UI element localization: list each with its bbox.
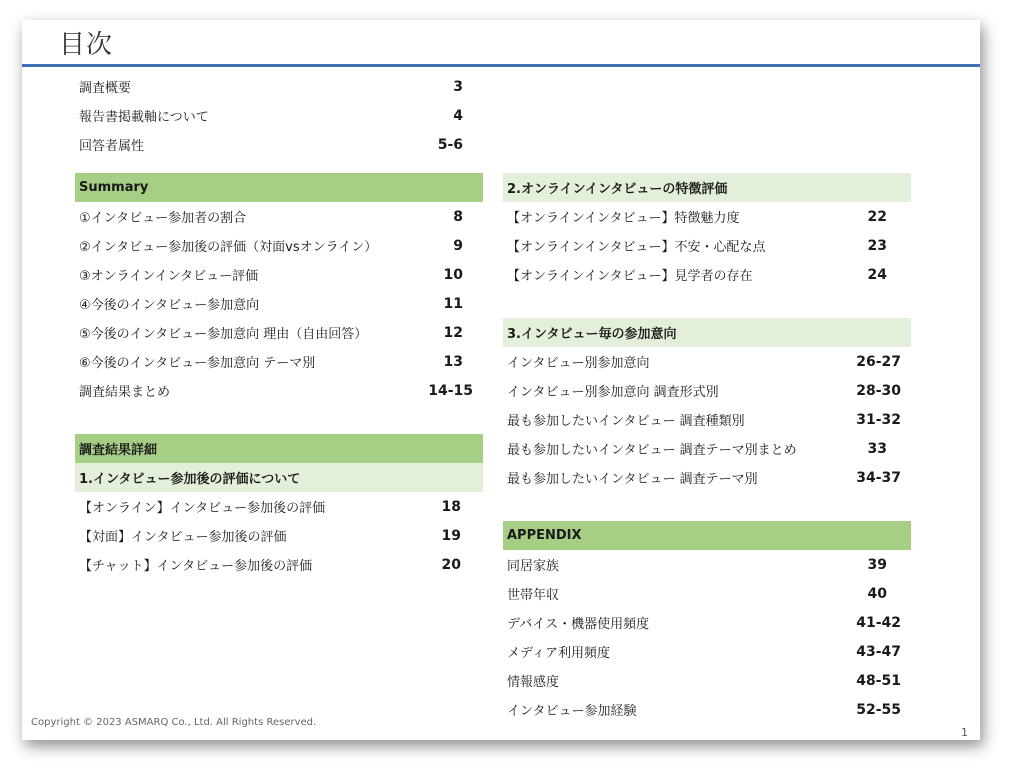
toc-page: 39	[867, 556, 887, 573]
toc-page: 43-47	[856, 643, 901, 660]
toc-page: 26-27	[856, 353, 901, 370]
toc-label: ①インタビュー参加者の割合	[79, 211, 247, 226]
toc-page: 31-32	[856, 411, 901, 428]
toc-page: 9	[453, 237, 463, 254]
toc-row[interactable]	[503, 202, 887, 231]
toc-row[interactable]	[75, 202, 463, 231]
toc-row[interactable]	[503, 405, 901, 434]
toc-row[interactable]	[503, 376, 901, 405]
toc-page: 41-42	[856, 614, 901, 631]
toc-row[interactable]	[75, 318, 463, 347]
toc-row[interactable]	[503, 608, 901, 637]
toc-label: 最も参加したいインタビュー 調査種類別	[507, 414, 745, 429]
toc-label: メディア利用頻度	[507, 646, 610, 661]
toc-page: 14-15	[428, 382, 473, 399]
toc-page: 24	[867, 266, 887, 283]
toc-label: インタビュー別参加意向	[507, 356, 650, 371]
toc-row[interactable]	[75, 101, 463, 130]
toc-label: インタビュー参加経験	[507, 704, 637, 719]
toc-label: 【オンラインインタビュー】見学者の存在	[507, 269, 753, 284]
toc-row[interactable]	[503, 695, 901, 724]
toc-row[interactable]	[75, 376, 473, 405]
toc-row[interactable]	[75, 260, 463, 289]
toc-row[interactable]	[75, 289, 463, 318]
toc-label: ③オンラインインタビュー評価	[79, 269, 259, 284]
toc-label: 調査結果まとめ	[79, 385, 171, 400]
toc-row[interactable]	[75, 492, 461, 521]
toc-page: 8	[453, 208, 463, 225]
toc-page: 5-6	[437, 136, 463, 153]
toc-row[interactable]	[503, 347, 901, 376]
toc-row[interactable]	[503, 637, 901, 666]
toc-label: ④今後のインタビュー参加意向	[79, 298, 260, 313]
section-header-appendix: APPENDIX	[503, 521, 911, 550]
toc-label: 【オンラインインタビュー】特徴魅力度	[507, 211, 740, 226]
toc-label: 回答者属性	[79, 139, 145, 154]
toc-row[interactable]	[503, 260, 887, 289]
toc-row[interactable]	[503, 231, 887, 260]
toc-row[interactable]	[75, 550, 461, 579]
copyright-text: Copyright © 2023 ASMARQ Co., Ltd. All Rights Reserved.	[31, 717, 317, 728]
slide-page-number: 1	[961, 726, 968, 739]
toc-page: 4	[453, 107, 463, 124]
toc-page: 48-51	[856, 672, 901, 689]
toc-page: 23	[867, 237, 887, 254]
toc-page: 22	[867, 208, 887, 225]
toc-page: 19	[441, 527, 461, 544]
section-header-section2: 2.オンラインインタビューの特徴評価	[503, 173, 911, 202]
page-title: 目次	[59, 30, 114, 60]
toc-label: ②インタビュー参加後の評価（対面vsオンライン）	[79, 240, 378, 255]
toc-row[interactable]	[503, 550, 887, 579]
toc-page: 52-55	[856, 701, 901, 718]
slide	[22, 20, 980, 740]
toc-label: 【オンライン】インタビュー参加後の評価	[79, 501, 326, 516]
toc-label: インタビュー別参加意向 調査形式別	[507, 385, 719, 400]
toc-page: 13	[443, 353, 463, 370]
toc-page: 40	[867, 585, 887, 602]
toc-label: 最も参加したいインタビュー 調査テーマ別	[507, 472, 758, 487]
toc-page: 28-30	[856, 382, 901, 399]
toc-label: 【チャット】インタビュー参加後の評価	[79, 559, 313, 574]
toc-page: 3	[453, 78, 463, 95]
toc-row[interactable]	[503, 463, 901, 492]
toc-page: 34-37	[856, 469, 901, 486]
toc-row[interactable]	[75, 130, 463, 159]
toc-page: 20	[441, 556, 461, 573]
toc-page: 10	[443, 266, 463, 283]
toc-page: 11	[443, 295, 463, 312]
toc-label: 【対面】インタビュー参加後の評価	[79, 530, 287, 545]
section-header-summary: Summary	[75, 173, 483, 202]
toc-label: 最も参加したいインタビュー 調査テーマ別まとめ	[507, 443, 797, 458]
toc-row[interactable]	[503, 579, 887, 608]
toc-row[interactable]	[503, 434, 887, 463]
toc-row[interactable]	[75, 347, 463, 376]
toc-page: 18	[441, 498, 461, 515]
toc-row[interactable]	[75, 231, 463, 260]
toc-row[interactable]	[503, 666, 901, 695]
toc-label: ⑥今後のインタビュー参加意向 テーマ別	[79, 356, 316, 371]
toc-label: 世帯年収	[507, 588, 560, 603]
toc-label: 情報感度	[507, 675, 560, 690]
toc-label: 同居家族	[507, 559, 560, 574]
toc-page: 33	[867, 440, 887, 457]
toc-page: 12	[443, 324, 463, 341]
toc-row[interactable]	[75, 72, 463, 101]
subsection-header: 1.インタビュー参加後の評価について	[75, 463, 483, 492]
toc-label: 【オンラインインタビュー】不安・心配な点	[507, 240, 766, 255]
section-header-details: 調査結果詳細	[75, 434, 483, 463]
toc-label: ⑤今後のインタビュー参加意向 理由（自由回答）	[79, 327, 368, 342]
toc-row[interactable]	[75, 521, 461, 550]
section-header-section3: 3.インタビュー毎の参加意向	[503, 318, 911, 347]
title-divider	[22, 64, 980, 67]
toc-label: 調査概要	[79, 81, 132, 96]
toc-label: デバイス・機器使用頻度	[507, 617, 650, 632]
toc-label: 報告書掲載軸について	[79, 110, 209, 125]
